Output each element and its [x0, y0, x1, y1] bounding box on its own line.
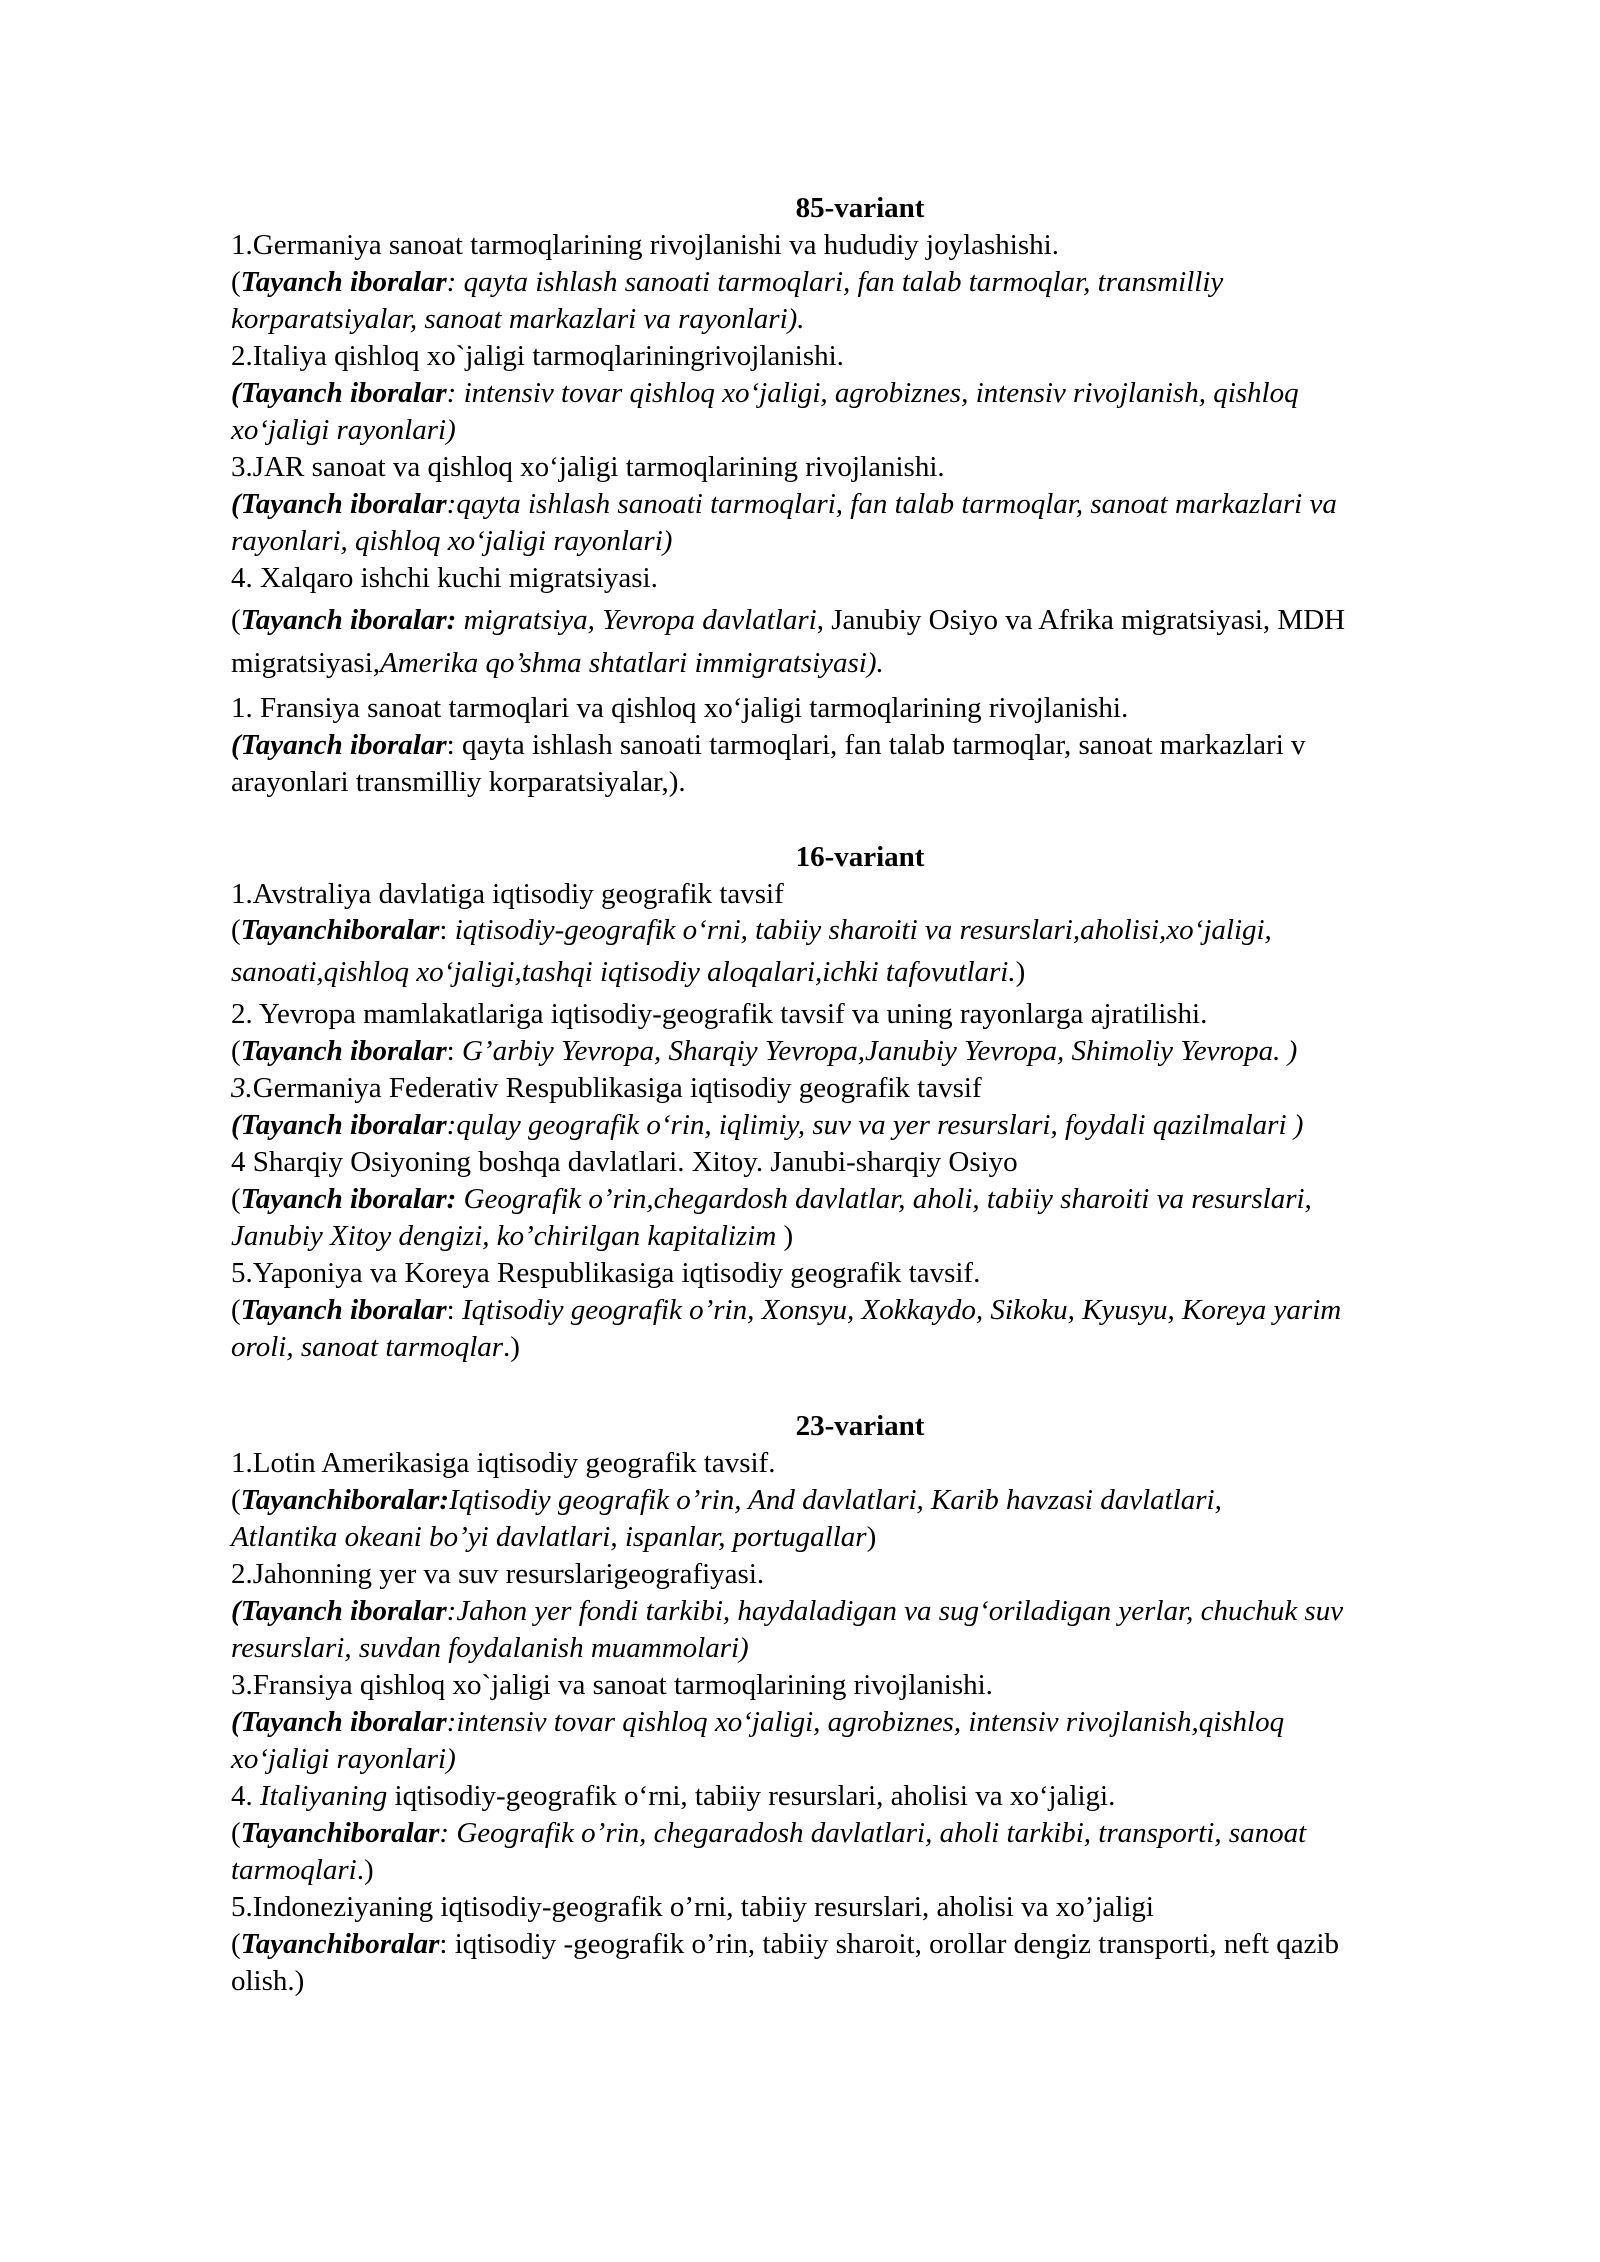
- text-run: migratsiyasi,: [231, 647, 381, 679]
- text-run: Italiyaning: [260, 1780, 388, 1812]
- text-line: [231, 449, 945, 485]
- text-run: 3.JAR sanoat va qishloq xo‘jaligi tarmoqlarining rivojlanishi.: [231, 451, 945, 483]
- text-run: Tayanch iboralar:: [240, 1183, 457, 1215]
- text-run: Tayanchiboralar: [240, 914, 440, 946]
- text-run: resurslari, suvdan foydalanish muammolari): [231, 1632, 749, 1664]
- text-run: (: [231, 604, 241, 636]
- text-line: [231, 1445, 775, 1481]
- text-run: 3.: [231, 1072, 253, 1104]
- text-run: 5.Indoneziyaning iqtisodiy-geografik o’rni, tabiiy resurslari, aholisi va xo’jaligi: [231, 1891, 1154, 1923]
- text-run: (: [231, 1928, 241, 1960]
- text-run: 4. Xalqaro ishchi kuchi migratsiyasi.: [231, 562, 658, 594]
- text-run: (Tayanch iboralar: [231, 488, 447, 520]
- text-run: tarmoqlari: [231, 1854, 357, 1886]
- text-run: ): [1015, 956, 1026, 988]
- text-line: [231, 412, 456, 448]
- text-run: :Jahon yer fondi tarkibi, haydaladigan va sug‘oriladigan yerlar, chuchuk suv: [446, 1595, 1344, 1627]
- text-run: : iqtisodiy -geografik o’rin, tabiiy sharoit, orollar dengiz transporti, neft qazib: [439, 1928, 1339, 1960]
- text-run: (: [231, 1484, 241, 1516]
- text-line: [231, 1889, 1154, 1925]
- text-run: korparatsiyalar, sanoat markazlari va rayonlari).: [231, 303, 805, 335]
- text-run: : intensiv tovar qishloq xo‘jaligi, agrobiznes, intensiv rivojlanish, qishloq: [446, 377, 1299, 409]
- text-line: [231, 727, 1306, 763]
- text-line: [231, 1556, 764, 1592]
- text-run: Iqtisodiy geografik o’rin, And davlatlari, Karib havzasi davlatlari,: [449, 1484, 1222, 1516]
- text-line: [231, 1926, 1339, 1962]
- text-run: 4.: [231, 1780, 260, 1812]
- text-run: xo‘jaligi rayonlari): [231, 1743, 456, 1775]
- text-line: [231, 1292, 1341, 1328]
- text-line: [231, 1070, 982, 1106]
- text-run: xo‘jaligi rayonlari): [231, 414, 456, 446]
- text-run: rayonlari, qishloq xo‘jaligi rayonlari): [231, 525, 673, 557]
- text-run: :intensiv tovar qishloq xo‘jaligi, agrobiznes, intensiv rivojlanish,qishloq: [446, 1706, 1285, 1738]
- text-run: :qulay geografik o‘rin, iqlimiy, suv va yer resurslari, foydali qazilmalari ): [446, 1109, 1304, 1141]
- text-run: (: [231, 1294, 241, 1326]
- text-line: [231, 301, 805, 337]
- text-run: Tayanch iboralar: [240, 1294, 447, 1326]
- text-line: [231, 1218, 793, 1254]
- section-title: 85-variant: [795, 192, 925, 224]
- section-title: 16-variant: [795, 841, 925, 873]
- text-run: ): [776, 1220, 794, 1252]
- text-run: 2. Yevropa mamlakatlariga iqtisodiy-geografik tavsif va uning rayonlarga ajratilishi.: [231, 998, 1208, 1030]
- text-run: Tayanchiboralar: [240, 1817, 440, 1849]
- text-run: Tayanchiboralar:: [240, 1484, 450, 1516]
- text-run: sanoati,qishloq xo‘jaligi,tashqi iqtisodiy aloqalari,ichki tafovutlari.: [231, 956, 1016, 988]
- text-run: Tayanch iboralar: [240, 266, 447, 298]
- text-run: : qayta ishlash sanoati tarmoqlari, fan talab tarmoqlar, transmilliy: [446, 266, 1224, 298]
- text-run: (Tayanch iboralar: [231, 1595, 447, 1627]
- text-run: (Tayanch iboralar: [231, 1706, 447, 1738]
- text-run: 1.Lotin Amerikasiga iqtisodiy geografik tavsif.: [231, 1447, 776, 1479]
- text-run: (: [231, 1035, 241, 1067]
- text-line: [231, 1255, 980, 1291]
- text-run: Geografik o’rin,chegardosh davlatlar, aholi, tabiiy sharoiti va resurslari,: [456, 1183, 1312, 1215]
- text-run: (: [231, 1183, 241, 1215]
- text-run: migratsiya, Yevropa davlatlari: [456, 604, 817, 636]
- text-line: [231, 338, 844, 374]
- text-run: .): [356, 1854, 374, 1886]
- text-run: ): [866, 1521, 877, 1553]
- text-line: [231, 560, 658, 596]
- text-line: [231, 1963, 304, 1999]
- text-run: 5.Yaponiya va Koreya Respublikasiga iqtisodiy geografik tavsif.: [231, 1257, 981, 1289]
- text-run: Tayanchiboralar: [240, 1928, 440, 1960]
- text-run: olish.): [231, 1965, 305, 1997]
- text-run: :: [446, 1294, 462, 1326]
- text-line: [231, 264, 1223, 300]
- text-run: Tayanch iboralar:: [240, 604, 457, 636]
- text-line: [231, 1630, 749, 1666]
- text-run: :: [439, 914, 455, 946]
- text-line: [231, 486, 1337, 522]
- text-line: [231, 375, 1299, 411]
- text-run: Atlantika okeani bo’yi davlatlari, ispanlar, portugallar: [231, 1521, 867, 1553]
- text-run: (: [231, 914, 241, 946]
- text-line: [231, 1033, 1297, 1069]
- text-line: [231, 690, 1128, 726]
- text-run: iqtisodiy-geografik o‘rni, tabiiy sharoiti va resurslari,aholisi,xo‘jaligi,: [454, 914, 1272, 946]
- text-line: [231, 912, 1272, 948]
- text-line: [231, 1667, 993, 1703]
- text-run: (: [231, 266, 241, 298]
- text-run: Amerika qo’shma shtatlari immigratsiyasi).: [380, 647, 884, 679]
- text-line: [231, 1593, 1343, 1629]
- text-run: arayonlari transmilliy korparatsiyalar,).: [231, 766, 686, 798]
- text-run: :: [446, 1035, 462, 1067]
- text-line: [231, 876, 784, 912]
- text-run: : Geografik o’rin, chegaradosh davlatlari, aholi tarkibi, transporti, sanoat: [439, 1817, 1307, 1849]
- text-run: (Tayanch iboralar: [231, 729, 447, 761]
- text-run: G’arbiy Yevropa, Sharqiy Yevropa,Janubiy Yevropa, Shimoliy Yevropa. ): [461, 1035, 1298, 1067]
- text-run: 1.Avstraliya davlatiga iqtisodiy geografik tavsif: [231, 878, 784, 910]
- text-line: [231, 1704, 1284, 1740]
- text-line: [231, 1107, 1303, 1143]
- text-run: iqtisodiy-geografik o‘rni, tabiiy resurslari, aholisi va xo‘jaligi.: [387, 1780, 1116, 1812]
- text-line: [231, 602, 1345, 638]
- text-run: 2.Jahonning yer va suv resurslarigeografiyasi.: [231, 1558, 765, 1590]
- text-run: 4 Sharqiy Osiyoning boshqa davlatlari. Xitoy. Janubi-sharqiy Osiyo: [231, 1146, 1018, 1178]
- text-run: Tayanch iboralar: [240, 1035, 447, 1067]
- text-run: .): [503, 1331, 520, 1363]
- text-line: [231, 1144, 1018, 1180]
- text-run: 3.Fransiya qishloq xo`jaligi va sanoat tarmoqlarining rivojlanishi.: [231, 1669, 993, 1701]
- text-run: 1. Fransiya sanoat tarmoqlari va qishloq xo‘jaligi tarmoqlarining rivojlanishi.: [231, 692, 1129, 724]
- text-run: Germaniya Federativ Respublikasiga iqtisodiy geografik tavsif: [252, 1072, 982, 1104]
- text-line: [231, 1815, 1306, 1851]
- text-run: Iqtisodiy geografik o’rin, Xonsyu, Xokkaydo, Sikoku, Kyusyu, Koreya yarim: [461, 1294, 1342, 1326]
- text-line: [231, 523, 672, 559]
- text-line: [231, 1778, 1115, 1814]
- text-line: [231, 1519, 876, 1555]
- text-run: (Tayanch iboralar: [231, 1109, 447, 1141]
- text-line: [231, 1741, 456, 1777]
- text-line: [231, 996, 1207, 1032]
- text-line: [231, 1852, 374, 1888]
- text-line: [231, 645, 884, 681]
- text-run: :qayta ishlash sanoati tarmoqlari, fan talab tarmoqlar, sanoat markazlari va: [446, 488, 1337, 520]
- text-run: : qayta ishlash sanoati tarmoqlari, fan talab tarmoqlar, sanoat markazlari v: [446, 729, 1306, 761]
- text-line: [231, 227, 1059, 263]
- text-line: [231, 764, 686, 800]
- text-run: 1.Germaniya sanoat tarmoqlarining rivojlanishi va hududiy joylashishi.: [231, 229, 1059, 261]
- text-run: , Janubiy Osiyo va Afrika migratsiyasi, MDH: [816, 604, 1346, 636]
- text-line: [231, 954, 1025, 990]
- text-run: (Tayanch iboralar: [231, 377, 447, 409]
- section-title: 23-variant: [795, 1410, 925, 1442]
- text-line: [231, 1482, 1222, 1518]
- text-line: [231, 1329, 520, 1365]
- text-run: Janubiy Xitoy dengizi, ko’chirilgan kapitalizim: [231, 1220, 777, 1252]
- text-line: [231, 1181, 1312, 1217]
- text-run: (: [231, 1817, 241, 1849]
- text-run: 2.Italiya qishloq xo`jaligi tarmoqlariningrivojlanishi.: [231, 340, 844, 372]
- text-run: oroli, sanoat tarmoqlar: [231, 1331, 504, 1363]
